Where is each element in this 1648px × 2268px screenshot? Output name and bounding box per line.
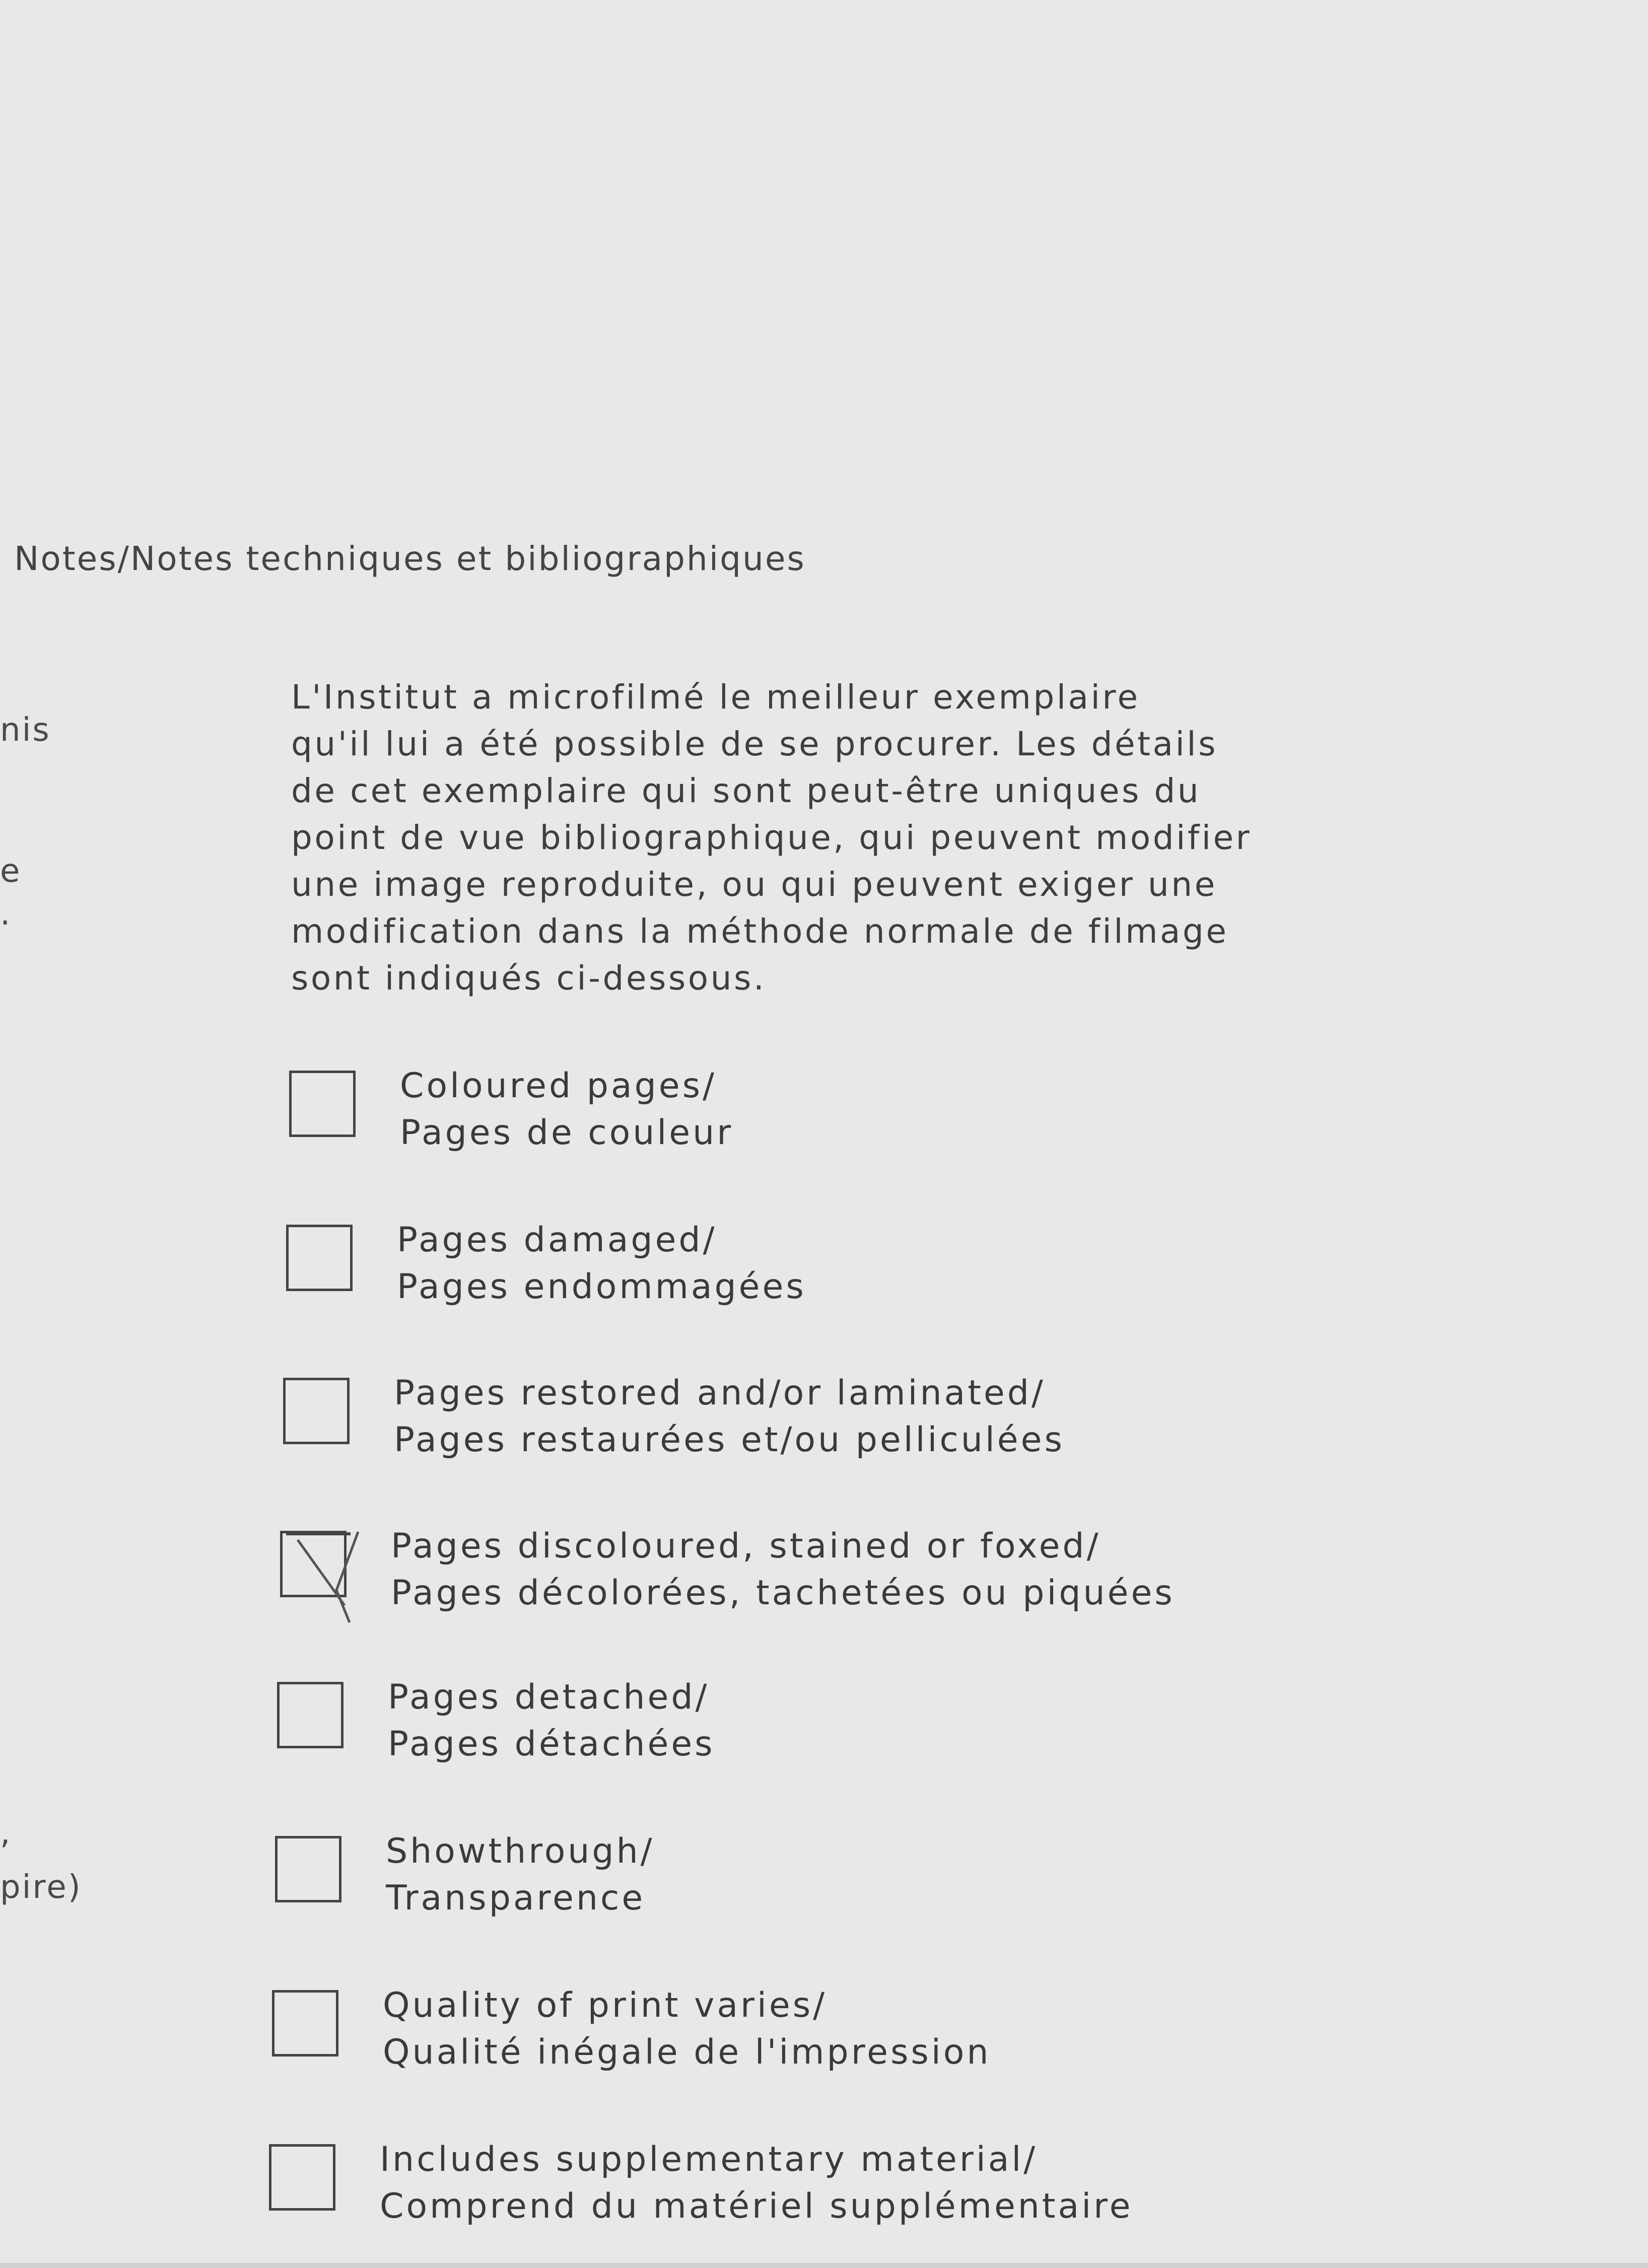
left-margin-fragment: pire) (0, 1869, 82, 1906)
checkbox[interactable] (275, 1836, 341, 1902)
checkbox[interactable] (283, 1378, 350, 1444)
option-label (394, 1370, 1065, 1463)
option-label (383, 1982, 991, 2076)
option-pages-detached (277, 1678, 1637, 1774)
option-label-fr: Pages décolorées, tachetées ou piquées (391, 1573, 1175, 1613)
left-margin-fragment: , (0, 1814, 12, 1852)
option-supplementary-material (269, 2140, 1629, 2236)
page-bottom-edge (0, 2263, 1648, 2268)
option-label (386, 1828, 655, 1922)
intro-line: point de vue bibliographique, qui peuvent modifier (291, 818, 1252, 857)
checkbox[interactable] (286, 1225, 353, 1291)
check-mark-icon (280, 1531, 361, 1632)
option-label-fr: Qualité inégale de l'impression (383, 2032, 991, 2072)
section-heading: Notes/Notes techniques et bibliographiques (14, 539, 806, 578)
checkbox[interactable] (277, 1682, 344, 1748)
option-label-en: Pages restored and/or laminated/ (394, 1373, 1046, 1413)
intro-line: de cet exemplaire qui sont peut-être uniques du (291, 771, 1201, 810)
intro-line: sont indiqués ci-dessous. (291, 959, 767, 998)
checkbox[interactable] (269, 2144, 335, 2211)
intro-line: qu'il lui a été possible de se procurer. Les détails (291, 725, 1218, 763)
left-margin-fragment: nis (0, 712, 51, 749)
intro-line: modification dans la méthode normale de filmage (291, 912, 1229, 951)
option-label-fr: Pages endommagées (397, 1267, 806, 1307)
option-label (397, 1217, 806, 1310)
option-label-fr: Pages restaurées et/ou pelliculées (394, 1420, 1065, 1460)
option-label (391, 1523, 1175, 1616)
intro-line: une image reproduite, ou qui peuvent exiger une (291, 865, 1217, 904)
option-showthrough (275, 1832, 1635, 1928)
option-label-fr: Comprend du matériel supplémentaire (380, 2186, 1133, 2226)
intro-line: L'Institut a microfilmé le meilleur exemplaire (291, 678, 1140, 717)
option-label-en: Pages damaged/ (397, 1220, 717, 1260)
option-label-en: Pages detached/ (388, 1677, 710, 1717)
option-pages-damaged (286, 1221, 1646, 1316)
option-label-en: Coloured pages/ (400, 1066, 717, 1106)
option-quality-of-print (272, 1986, 1632, 2082)
option-label-en: Includes supplementary material/ (380, 2140, 1038, 2179)
checkbox[interactable] (289, 1071, 356, 1137)
option-label-en: Showthrough/ (386, 1831, 655, 1871)
option-pages-discoloured (280, 1527, 1640, 1622)
checkbox[interactable] (272, 1990, 338, 2057)
left-margin-fragment: . (0, 895, 12, 933)
option-label-fr: Pages détachées (388, 1724, 715, 1764)
option-label (380, 2136, 1133, 2230)
option-label (400, 1062, 733, 1156)
option-coloured-pages (289, 1067, 1648, 1162)
left-margin-fragment: e (0, 853, 22, 890)
option-label-fr: Pages de couleur (400, 1113, 734, 1153)
option-label-en: Quality of print varies/ (383, 1986, 828, 2025)
checkbox-checked[interactable] (280, 1531, 347, 1597)
option-pages-restored (283, 1374, 1643, 1469)
option-label (388, 1674, 715, 1767)
option-label-en: Pages discoloured, stained or foxed/ (391, 1526, 1101, 1566)
intro-paragraph (291, 674, 1399, 1002)
option-label-fr: Transparence (386, 1878, 646, 1918)
